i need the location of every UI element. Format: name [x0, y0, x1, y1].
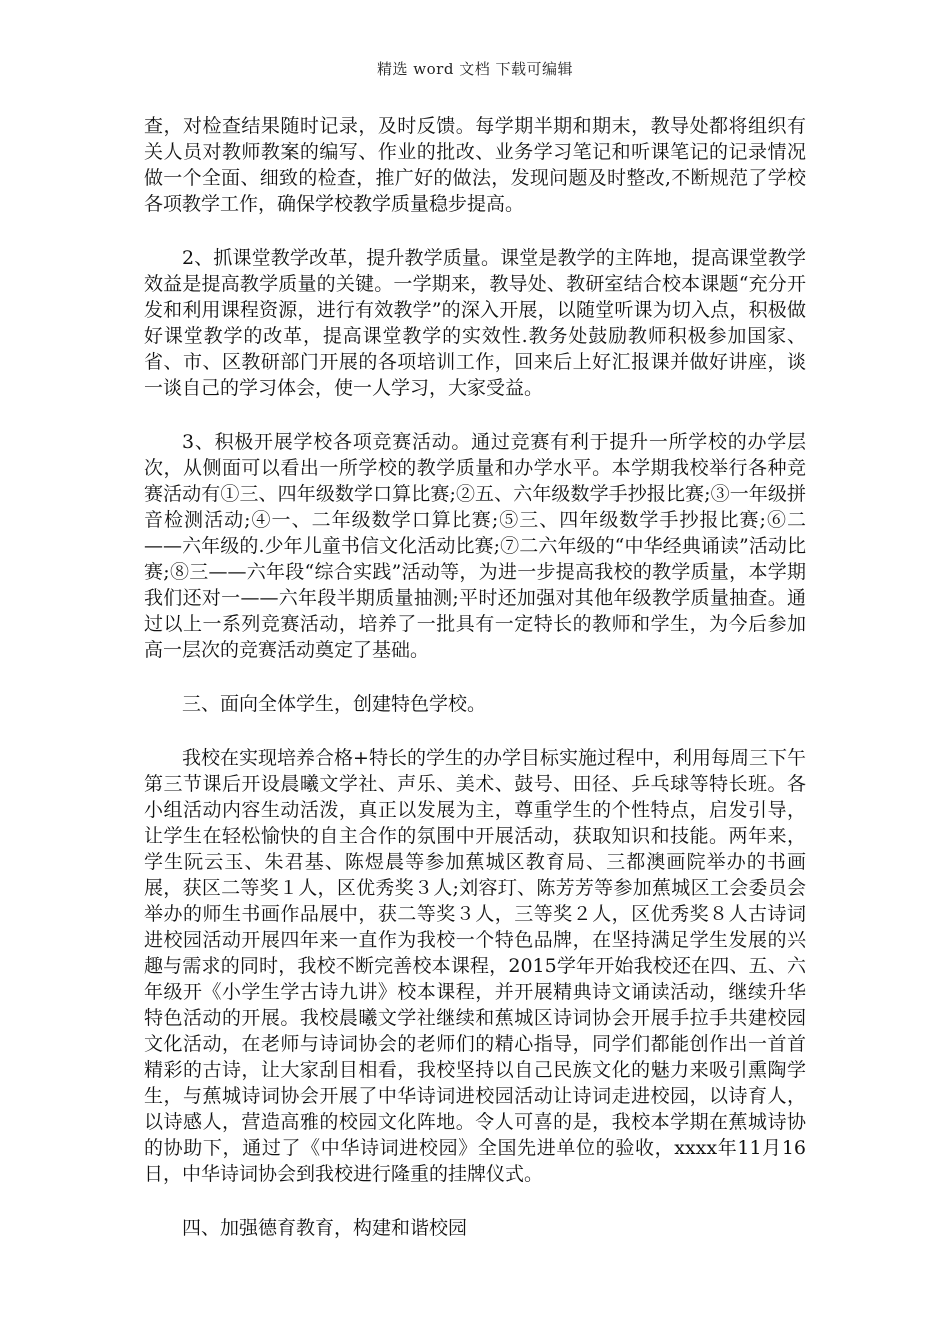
section-heading-4: 四、加强德育教育，构建和谐校园	[182, 1217, 468, 1239]
page-header: 精选 word 文档 下载可编辑	[377, 60, 573, 78]
section-heading-3: 三、面向全体学生，创建特色学校。	[182, 693, 487, 715]
paragraph-special-school: 我校在实现培养合格+特长的学生的办学目标实施过程中，利用每周三下午第三节课后开设晨曦文学社、声乐、美术、鼓号、田径、乒乓球等特长班。各小组活动内容生动活泼，真正以发展为主，尊重学生的个性特点，启发引导，让学生在轻松愉快的自主合作的氛围中开展活动，获取知识和技能。两年来，学生阮云玉、朱君基、陈煜晨等参加蕉城区教育局、三都澳画院举办的书画展，获区二等奖１人，区优秀奖３人;刘容玎、陈芳芳等参加蕉城区工会委员会举办的师生书画作品展中，获二等奖３人，三等奖２人，区优秀奖８人古诗词进校园活动开展四年来一直作为我校一个特色品牌，在坚持满足学生发展的兴趣与需求的同时，我校不断完善校本课程，2015学年开始我校还在四、五、六年级开《小学生学古诗九讲》校本课程，并开展精典诗文诵读活动，继续升华特色活动的开展。我校晨曦文学社继续和蕉城区诗词协会开展手拉手共建校园文化活动，在老师与诗词协会的老师们的精心指导，同学们都能创作出一首首精彩的古诗，让大家刮目相看，我校坚持以自己民族文化的魅力来吸引熏陶学生，与蕉城诗词协会开展了中华诗词进校园活动让诗词走进校园，以诗育人，以诗感人，营造高雅的校园文化阵地。令人可喜的是，我校本学期在蕉城诗协的协助下，通过了《中华诗词进校园》全国先进单位的验收，xxxx年11月16日，中华诗词协会到我校进行隆重的挂牌仪式。	[144, 747, 806, 1185]
paragraph-continuation: 查，对检查结果随时记录，及时反馈。每学期半期和期末，教导处都将组织有关人员对教师教案的编写、作业的批改、业务学习笔记和听课笔记的记录情况做一个全面、细致的检查，推广好的做法，发现问题及时整改,不断规范了学校各项教学工作，确保学校教学质量稳步提高。	[144, 115, 806, 215]
document-body	[144, 113, 806, 1269]
paragraph-competitions: 3、积极开展学校各项竞赛活动。通过竞赛有利于提升一所学校的办学层次，从侧面可以看出一所学校的教学质量和办学水平。本学期我校举行各种竞赛活动有①三、四年级数学口算比赛;②五、六年级数学手抄报比赛;③一年级拼音检测活动;④一、二年级数学口算比赛;⑤三、四年级数学手抄报比赛;⑥二——六年级的.少年儿童书信文化活动比赛;⑦二六年级的“中华经典诵读”活动比赛;⑧三——六年段“综合实践”活动等，为进一步提高我校的教学质量，本学期我们还对一——六年段半期质量抽测;平时还加强对其他年级教学质量抽查。通过以上一系列竞赛活动，培养了一批具有一定特长的教师和学生，为今后参加高一层次的竞赛活动奠定了基础。	[144, 431, 806, 661]
paragraph-classroom-reform: 2、抓课堂教学改革，提升教学质量。课堂是教学的主阵地，提高课堂教学效益是提高教学质量的关键。一学期来，教导处、教研室结合校本课题“充分开发和利用课程资源，进行有效教学”的深入开展，以随堂听课为切入点，积极做好课堂教学的改革，提高课堂教学的实效性.教务处鼓励教师积极参加国家、省、市、区教研部门开展的各项培训工作，回来后上好汇报课并做好讲座，谈一谈自己的学习体会，使一人学习，大家受益。	[144, 247, 806, 399]
